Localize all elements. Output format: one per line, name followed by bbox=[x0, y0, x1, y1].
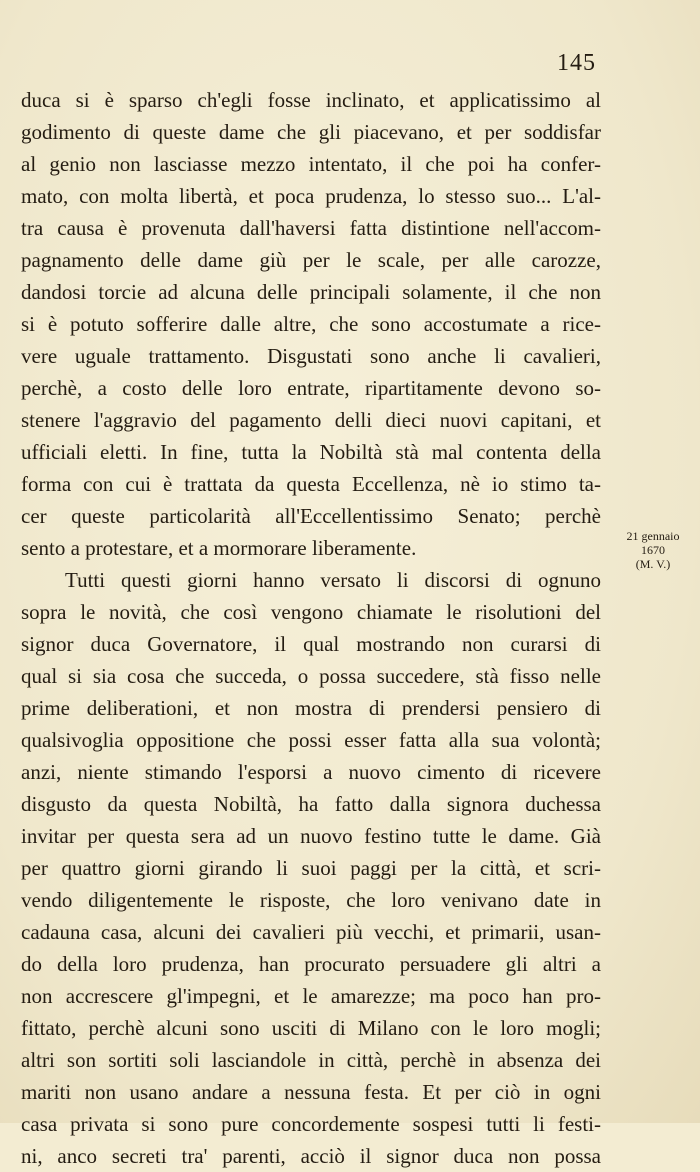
text-line: vere uguale trattamento. Disgustati sono anche li cavalieri, bbox=[21, 344, 601, 368]
text-line: tra causa è provenuta dall'haversi fatta distintione nell'accom- bbox=[21, 216, 601, 240]
text-line: pagnamento delle dame giù per le scale, per alle carozze, bbox=[21, 248, 601, 272]
text-line: vendo diligentemente le risposte, che loro venivano date in bbox=[21, 888, 601, 912]
text-line: stenere l'aggravio del pagamento delli dieci nuovi capitani, et bbox=[21, 408, 601, 432]
text-line: Tutti questi giorni hanno versato li discorsi di ognuno bbox=[65, 568, 601, 592]
text-line: mariti non usano andare a nessuna festa. Et per ciò in ogni bbox=[21, 1080, 601, 1104]
text-line: disgusto da questa Nobiltà, ha fatto dalla signora duchessa bbox=[21, 792, 601, 816]
text-line: forma con cui è trattata da questa Eccellenza, nè io stimo ta- bbox=[21, 472, 601, 496]
body-text bbox=[21, 84, 601, 1172]
text-line: altri son sortiti soli lasciandole in città, perchè in absenza dei bbox=[21, 1048, 601, 1072]
text-line: anzi, niente stimando l'esporsi a nuovo cimento di ricevere bbox=[21, 760, 601, 784]
text-line: ni, anco secreti tra' parenti, acciò il signor duca non possa bbox=[21, 1144, 601, 1168]
text-line: non accrescere gl'impegni, et le amarezze; ma poco han pro- bbox=[21, 984, 601, 1008]
text-line: godimento di queste dame che gli piacevano, et per soddisfar bbox=[21, 120, 601, 144]
text-line: sopra le novità, che così vengono chiamate le risolutioni del bbox=[21, 600, 601, 624]
margin-note-era: (M. V.) bbox=[635, 557, 671, 571]
text-line: dandosi torcie ad alcuna delle principali solamente, il che non bbox=[21, 280, 601, 304]
text-line: casa privata si sono pure concordemente sospesi tutti li festi- bbox=[21, 1112, 601, 1136]
text-line: prime deliberationi, et non mostra di prendersi pensiero di bbox=[21, 696, 601, 720]
text-line: qual si sia cosa che succeda, o possa succedere, stà fisso nelle bbox=[21, 664, 601, 688]
margin-date-note bbox=[606, 529, 700, 571]
text-line: fittato, perchè alcuni sono usciti di Milano con le loro mogli; bbox=[21, 1016, 601, 1040]
margin-note-date: 21 gennaio bbox=[626, 529, 680, 543]
text-line: duca si è sparso ch'egli fosse inclinato, et applicatissimo al bbox=[21, 88, 601, 112]
text-line: cadauna casa, alcuni dei cavalieri più vecchi, et primarii, usan- bbox=[21, 920, 601, 944]
text-line: signor duca Governatore, il qual mostrando non curarsi di bbox=[21, 632, 601, 656]
margin-note-year: 1670 bbox=[641, 543, 665, 557]
text-line: si è potuto sofferire dalle altre, che sono accostumate a rice- bbox=[21, 312, 601, 336]
text-line: qualsivoglia oppositione che possi esser fatta alla sua volontà; bbox=[21, 728, 601, 752]
page-number: 145 bbox=[557, 50, 596, 76]
text-line: do della loro prudenza, han procurato persuadere gli altri a bbox=[21, 952, 601, 976]
text-line: cer queste particolarità all'Eccellentissimo Senato; perchè bbox=[21, 504, 601, 528]
text-line: per quattro giorni girando li suoi paggi per la città, et scri- bbox=[21, 856, 601, 880]
text-line: mato, con molta libertà, et poca prudenza, lo stesso suo... L'al- bbox=[21, 184, 601, 208]
text-line: perchè, a costo delle loro entrate, ripartitamente devono so- bbox=[21, 376, 601, 400]
text-line: ufficiali eletti. In fine, tutta la Nobiltà stà mal contenta della bbox=[21, 440, 601, 464]
text-line: al genio non lasciasse mezzo intentato, il che poi ha confer- bbox=[21, 152, 601, 176]
text-line: invitar per questa sera ad un nuovo festino tutte le dame. Già bbox=[21, 824, 601, 848]
text-line: sento a protestare, et a mormorare liberamente. bbox=[21, 536, 417, 560]
